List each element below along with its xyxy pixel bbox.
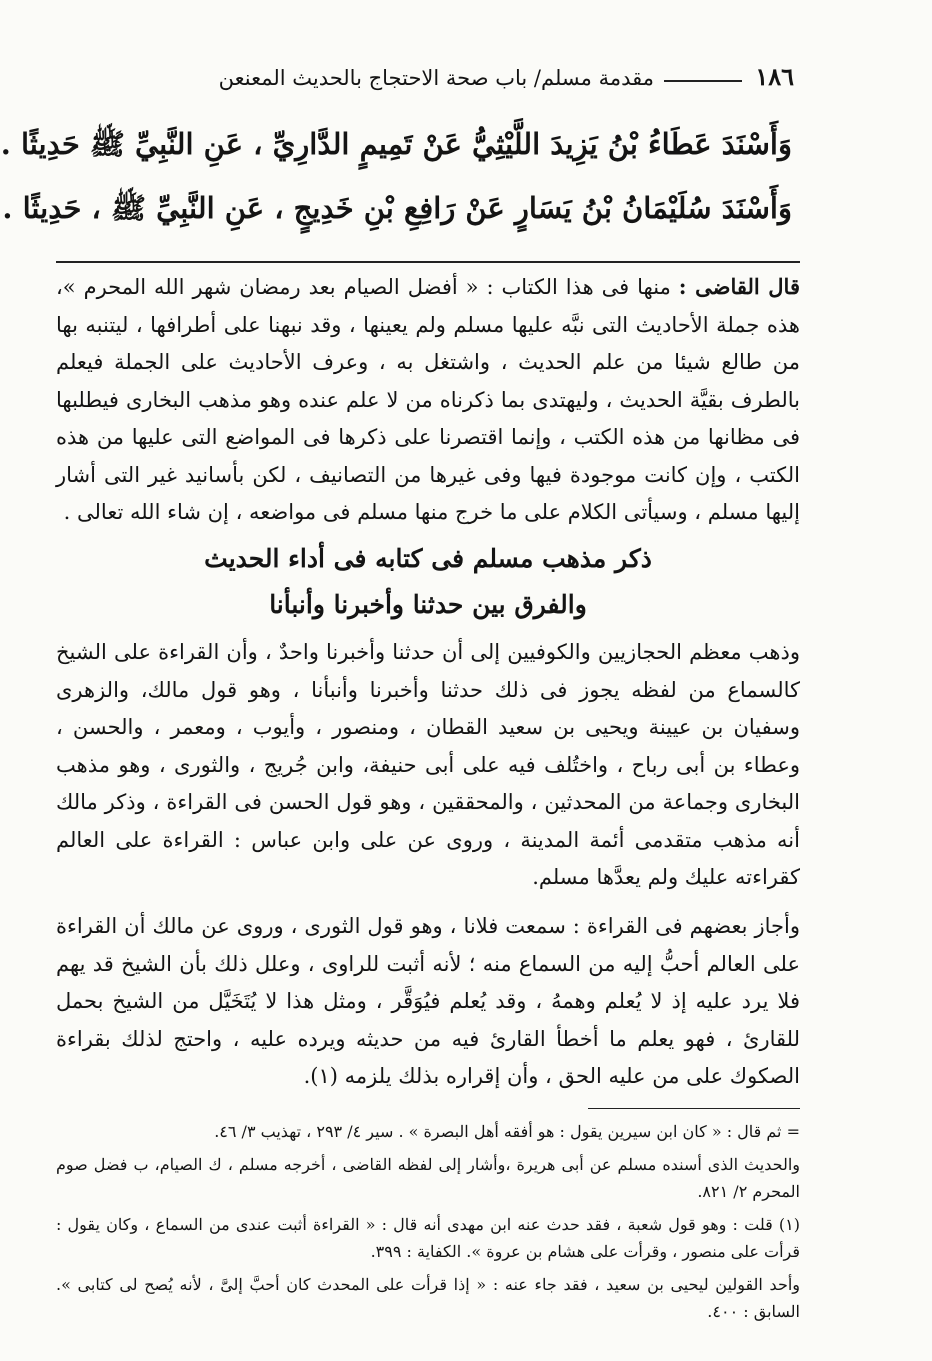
section-subheading: والفرق بين حدثنا وأخبرنا وأنبأنا <box>269 590 587 619</box>
footnote-rule <box>588 1108 800 1109</box>
footnote: = ثم قال : « كان ابن سيرين يقول : هو أفقه أهل البصرة » . سير ٤/ ٢٩٣ ، تهذيب ٣/ ٤٦. <box>214 1122 800 1141</box>
running-title: مقدمة مسلم/ باب صحة الاحتجاج بالحديث المعنعن <box>218 66 654 90</box>
section-divider <box>56 261 800 263</box>
hadith-line: وَأَسْنَدَ عَطَاءُ بْنُ يَزِيدَ اللَّيْثِيُّ عَنْ تَمِيمٍ الدَّارِيِّ ، عَنِ النَّبِيِّ ﷺ حَدِيثًا . <box>0 127 792 161</box>
footnotes <box>56 1118 800 1331</box>
footnote: وأحد القولين ليحيى بن سعيد ، فقد جاء عنه : « إذا قرأت على المحدث كان أحبَّ إلىَّ ، لأنه يُصح لى كتابى ». السابق : ٤٠٠. <box>56 1275 800 1321</box>
footnote: والحديث الذى أسنده مسلم عن أبى هريرة ،وأشار إلى لفظه القاضى ، أخرجه مسلم ، ك الصيام، ب فضل صوم المحرم ٢/ ٨٢١. <box>56 1155 800 1201</box>
hadith-line: وَأَسْنَدَ سُلَيْمَانُ بْنُ يَسَارٍ عَنْ رَافِعِ بْنِ خَدِيجٍ ، عَنِ النَّبِيِّ ﷺ ، حَدِيثًا . <box>2 191 792 225</box>
section-heading: ذكر مذهب مسلم فى كتابه فى أداء الحديث <box>204 544 652 573</box>
body-paragraph: وأجاز بعضهم فى القراءة : سمعت فلانا ، وهو قول الثورى ، وروى عن مالك أن القراءة على العالم أحبُّ إليه من السماع منه ؛ لأنه أثبت للراوى ، وعلل ذلك بأن الشيخ قد يهم فلا يرد عليه إذ لا يُعلم وهمهُ ، وقد يُعلم فيُوَقَّر ، ومثل هذا لا يُتَخَيَّل من الشيخ بحمل للقارئ ، فهو يعلم ما أخطأ القارئ فيه من حديثه ويرده عليه ، واحتج لذلك بقراءة الصكوك على من عليه الحق ، وأن إقراره بذلك يلزمه (١). <box>56 914 800 1088</box>
body-paragraph: وذهب معظم الحجازيين والكوفيين إلى أن حدثنا وأخبرنا واحدٌ ، وأن القراءة على الشيخ كالسماع من لفظه يجوز فى ذلك حدثنا وأخبرنا وأنبأنا ، وهو قول مالك، والزهرى وسفيان بن عيينة ويحيى بن سعيد القطان ، ومنصور ، وأيوب ، ومعمر ، والحسن ، وعطاء بن أبى رباح ، واختُلف فيه على أبى حنيفة، وابن جُريج ، والثورى ، وهو مذهب البخارى وجماعة من المحدثين ، والمحققين ، وهو قول الحسن فى القراءة ، وذكر مالك أنه مذهب متقدمى أئمة المدينة ، وروى عن على وابن عباس : القراءة على العالم كقراءته عليك ولم يعدَّها مسلم. <box>56 640 800 889</box>
header-rule <box>664 80 742 82</box>
running-header <box>30 66 794 90</box>
speaker-label: قال القاضى : <box>678 274 800 299</box>
footnote: (١) قلت : وهو قول شعبة ، فقد حدث عنه ابن مهدى أنه قال : « القراءة أثبت عندى من السماع ، وكان يقول : قرأت على منصور ، وقرأت على هشام بن عروة ». الكفاية : ٣٩٩. <box>56 1215 800 1261</box>
paragraph-text: منها فى هذا الكتاب : « أفضل الصيام بعد رمضان شهر الله المحرم »، هذه جملة الأحاديث التى نبَّه عليها مسلم ولم يعينها ، وقد نبهنا على أطرافها ، ليتنبه بها من طالع شيئا من علم الحديث ، واشتغل به ، وعرف الأحاديث على الجملة فيعلم بالطرف بقيَّة الحديث ، وليهتدى بما ذكرناه من لا علم عنده وهو مذهب البخارى فيطلبها فى مظانها من هذه الكتب ، وإنما اقتصرنا على ذكرها فى المواضع التى عليها من هذه الكتب ، وإن كانت موجودة فيها وفى غيرها من التصانيف ، لكن بأسانيد غير التى أشار إليها مسلم ، وسيأتى الكلام على ما خرج منها مسلم فى مواضعه ، إن شاء الله تعالى . <box>56 275 800 524</box>
page-number: ١٨٦ <box>755 62 794 91</box>
commentary-paragraph <box>56 268 800 532</box>
